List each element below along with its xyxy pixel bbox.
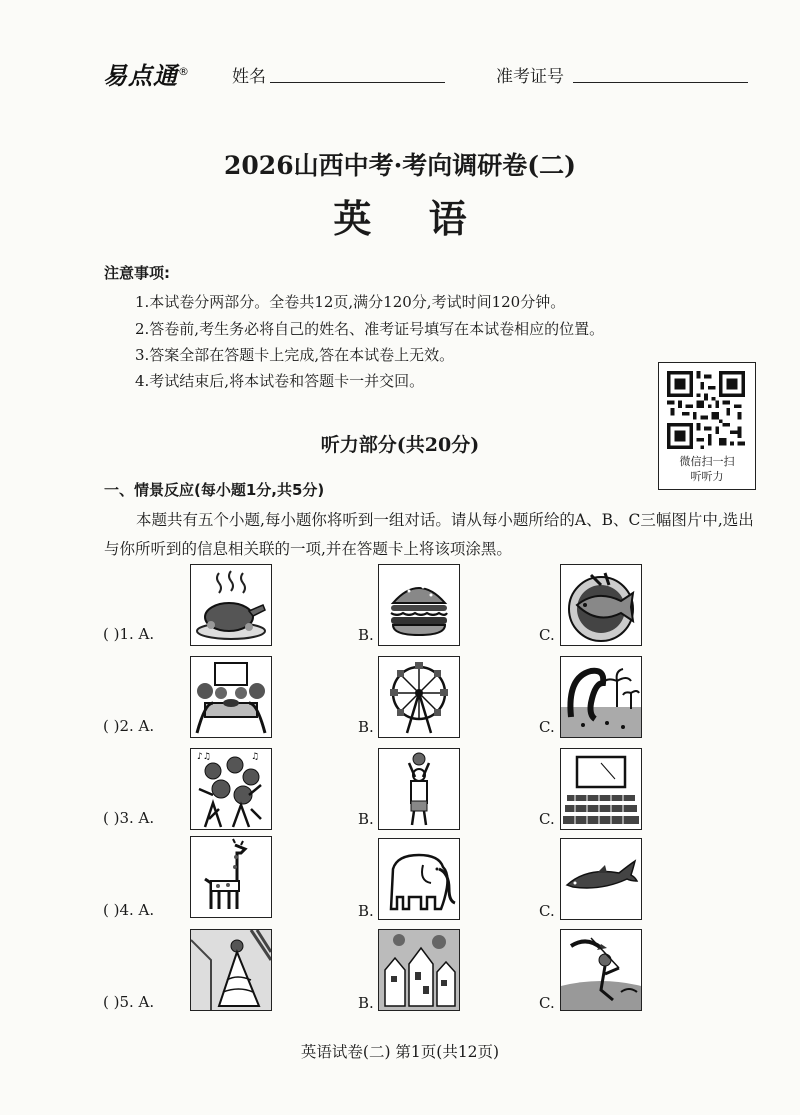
listening-section-title: 听力部分(共20分)	[320, 434, 480, 456]
qr-caption-line1: 微信扫一扫	[679, 455, 735, 468]
svg-text:♫: ♫	[251, 752, 260, 762]
note-item: 4.考试结束后,将本试卷和答题卡一并交回。	[135, 372, 425, 390]
question-1-label: ( )1. A.	[103, 625, 155, 643]
question-1-option-b: B.	[358, 626, 374, 644]
exam-id-field-line[interactable]	[573, 81, 748, 83]
family-dinner-icon[interactable]	[190, 656, 272, 738]
town-scene-icon[interactable]	[378, 929, 460, 1011]
giraffe-icon[interactable]	[190, 836, 272, 918]
elephant-icon[interactable]	[378, 838, 460, 920]
exam-id-label: 准考证号	[496, 67, 564, 87]
part1-title: 一、情景反应(每小题1分,共5分)	[104, 481, 325, 499]
question-3-option-b: B.	[358, 810, 374, 828]
question-5-option-b: B.	[358, 994, 374, 1012]
exam-title: 英 语	[333, 196, 489, 241]
fishing-scene-icon[interactable]	[560, 929, 642, 1011]
note-item: 3.答案全部在答题卡上完成,答在本试卷上无效。	[135, 346, 455, 364]
question-2-option-b: B.	[358, 718, 374, 736]
name-label: 姓名	[232, 67, 266, 87]
question-4-label: ( )4. A.	[103, 901, 155, 919]
question-5-label: ( )5. A.	[103, 993, 155, 1011]
qr-caption-line2: 听听力	[690, 470, 724, 483]
page-footer: 英语试卷(二) 第1页(共12页)	[300, 1043, 500, 1061]
question-2-option-c: C.	[539, 718, 555, 736]
water-slide-icon[interactable]	[560, 656, 642, 738]
dolphin-icon[interactable]	[560, 838, 642, 920]
question-1-option-c: C.	[539, 626, 555, 644]
roast-chicken-icon[interactable]	[190, 564, 272, 646]
registered-mark: ®	[178, 65, 190, 78]
dancing-crowd-icon[interactable]	[190, 748, 272, 830]
basketball-player-icon[interactable]	[378, 748, 460, 830]
name-field-line[interactable]	[270, 81, 445, 83]
logo-text: 易点通	[103, 62, 178, 90]
brand-logo	[103, 56, 190, 91]
question-3-option-c: C.	[539, 810, 555, 828]
exam-subtitle: 2026山西中考·考向调研卷(二)	[224, 151, 576, 180]
cinema-icon[interactable]	[560, 748, 642, 830]
question-2-label: ( )2. A.	[103, 717, 155, 735]
grilled-fish-icon[interactable]	[560, 564, 642, 646]
part1-instructions: 本题共有五个小题,每小题你将听到一组对话。请从每小题所给的A、B、C三幅图片中,选出与你所听到的信息相关联的一项,并在答题卡上将该项涂黑。	[104, 511, 754, 558]
svg-text:♪♫: ♪♫	[197, 752, 211, 762]
question-3-label: ( )3. A.	[103, 809, 155, 827]
note-item: 1.本试卷分两部分。全卷共12页,满分120分,考试时间120分钟。	[135, 293, 566, 311]
question-5-option-c: C.	[539, 994, 555, 1012]
princess-movie-icon[interactable]	[190, 929, 272, 1011]
qr-code-box[interactable]	[658, 362, 756, 490]
notes-heading: 注意事项:	[104, 264, 170, 282]
question-4-option-b: B.	[358, 902, 374, 920]
note-item: 2.答卷前,考生务必将自己的姓名、准考证号填写在本试卷相应的位置。	[135, 320, 605, 338]
question-4-option-c: C.	[539, 902, 555, 920]
ferris-wheel-icon[interactable]	[378, 656, 460, 738]
hamburger-icon[interactable]	[378, 564, 460, 646]
